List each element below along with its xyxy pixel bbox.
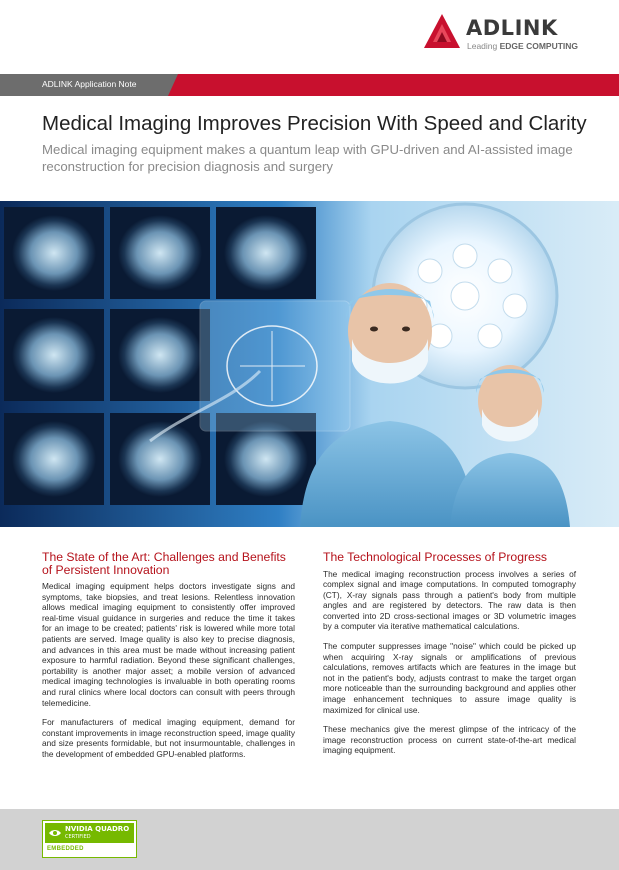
badge-line-2: CERTIFIED (65, 834, 91, 840)
left-paragraph-2: For manufacturers of medical imaging equipment, demand for constant improvements in image reconstruction speed, image quality and size presents formidable, but not insurmountable, challenges in the development of embedded GPU-enabled platforms. (42, 717, 295, 759)
adlink-triangle-icon (424, 14, 460, 48)
adlink-logo (424, 14, 604, 54)
nvidia-quadro-badge (42, 820, 137, 858)
page-subtitle: Medical imaging equipment makes a quantum leap with GPU-driven and AI-assisted image reconstruction for precision diagnosis and surgery (42, 142, 573, 174)
right-column (323, 551, 576, 765)
right-column-heading: The Technological Processes of Progress (323, 550, 548, 564)
right-paragraph-3: These mechanics give the merest glimpse of the intricacy of the image reconstruction process on current state-of-the-art medical imaging equipment. (323, 724, 576, 756)
brand-name: ADLINK (466, 16, 558, 40)
hero-image (0, 201, 619, 527)
left-paragraph-1: Medical imaging equipment helps doctors investigate signs and symptoms, take biopsies, and treat lesions. Relentless innovation allows medical imaging equipment to consistently offer improved real-time visual guidance in surgeries and reduce the time it takes for an image to be created; patients' risk is lowered while more total patients are served. Image quality is also key to precise diagnosis, and advances in this area must be made without increasing patient exposure to harmful radiation. Beyond these significant challenges, portability is another major asset; a mobile version of advanced medical imaging technologies is invaluable in both operating rooms and rural clinics where local doctors can consult with peers through telemedicine. (42, 581, 295, 708)
badge-embedded-label: EMBEDDED (47, 846, 84, 852)
badge-line-1: NVIDIA QUADRO (65, 825, 130, 833)
badge-header (45, 823, 134, 843)
doc-type-bar (0, 74, 619, 96)
left-column (42, 551, 295, 769)
brand-tagline: Leading EDGE COMPUTING (467, 41, 579, 51)
medical-scene-illustration (0, 201, 619, 527)
doc-type-label: ADLINK Application Note (42, 79, 137, 89)
footer (0, 809, 619, 870)
page-title: Medical Imaging Improves Precision With Speed and Clarity (42, 112, 587, 135)
nvidia-eye-icon (48, 828, 62, 838)
left-column-heading: The State of the Art: Challenges and Benefits of Persistent Innovation (42, 550, 286, 577)
right-paragraph-2: The computer suppresses image "noise" which could be picked up when acquiring X-ray signals or amplifications of previous calculations, removes artifacts which are features in the image but not in the patient's body, adjusts contrast to make the target organ more noticeable than the surrounding background and applies other image enhancement techniques to assure image quality is maximized for clinical use. (323, 641, 576, 715)
right-paragraph-1: The medical imaging reconstruction process involves a series of complex signal and image computations. In computed tomography (CT), X-ray signals pass through a patient's body from multiple angles and are registered by detectors. The raw data is then converted into 2D cross-sectional images or 3D volumetric images by a computer via iterative mathematical calculations. (323, 568, 576, 632)
bar-red-segment (168, 74, 619, 96)
